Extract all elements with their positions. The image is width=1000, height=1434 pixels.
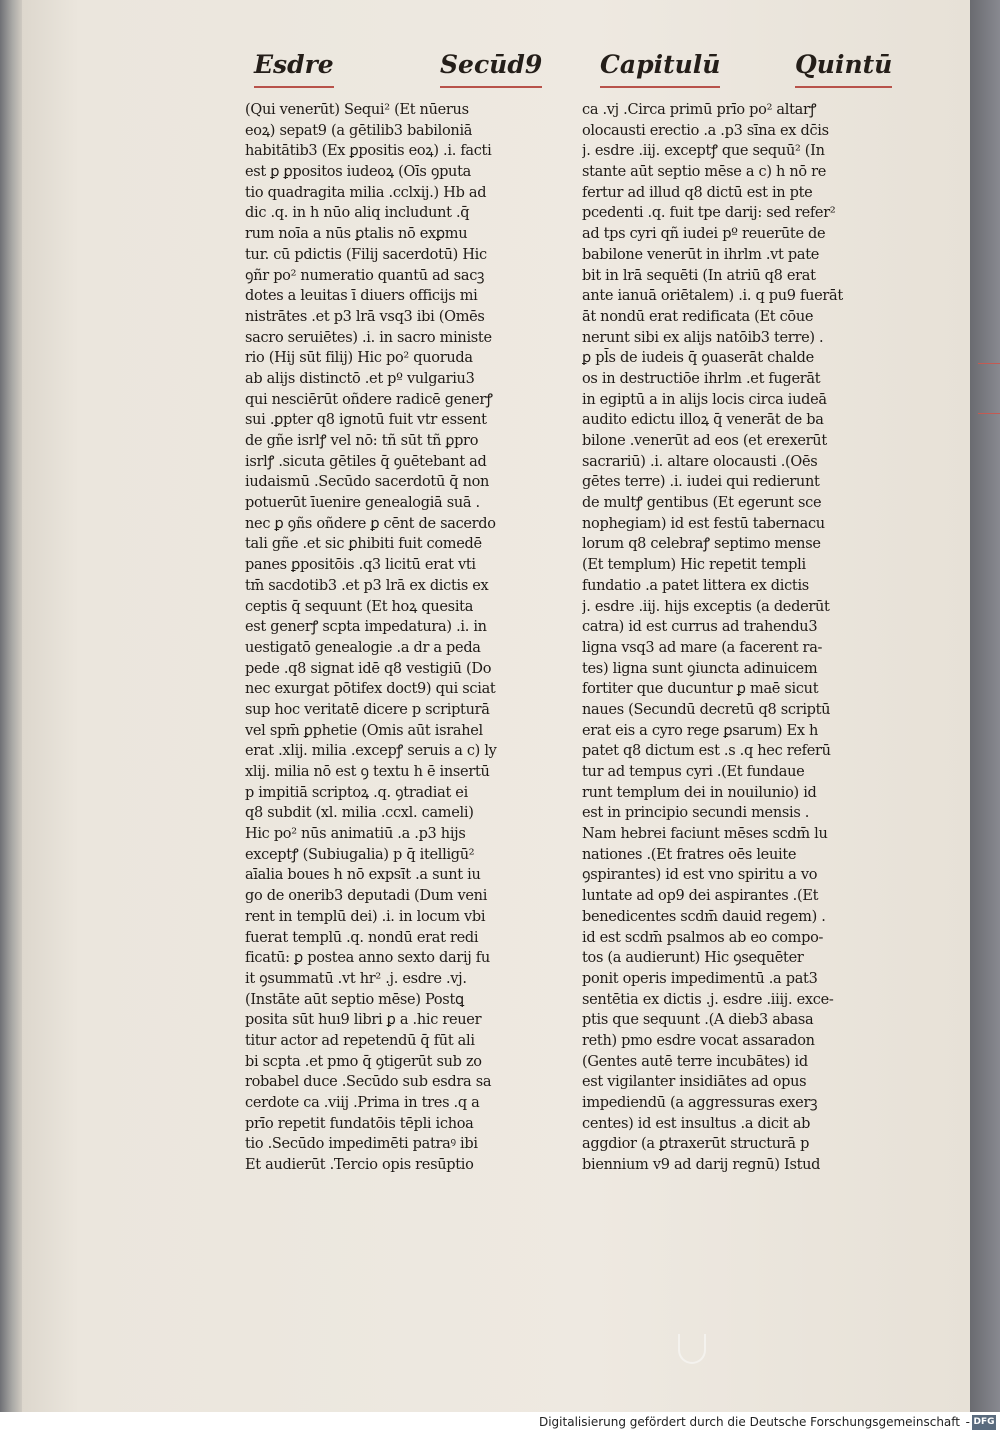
text-line: ꝑ pl̄s de iudeis q̄ ꝯuaserāt chalde (582, 350, 814, 367)
text-line: isrlꝭ .sicuta gētiles q̄ ꝯuētebant ad (245, 453, 487, 470)
text-line: fortiter que ducuntur ꝑ maē sicut (582, 681, 819, 698)
margin-rubric-mark (978, 363, 1000, 364)
text-line: q8 subdit (xl. milia .ccxl. cameli) (245, 805, 474, 822)
text-line: reth) pmo esdre vocat assaradon (582, 1032, 815, 1049)
credit-separator: - (965, 1415, 970, 1429)
running-head-chapter-label: Capitulū (600, 48, 720, 88)
text-line: olocausti erectio .a .p3 sīna ex dc̄is (582, 122, 829, 139)
text-line: luntate ad op9 dei aspirantes .(Et (582, 888, 819, 905)
text-line: sacro seruiētes) .i. in sacro ministe (245, 329, 492, 346)
text-line: ligna vsq3 ad mare (a facerent ra- (582, 639, 823, 656)
text-line: sentētia ex dictis .j. esdre .iiij. exce- (582, 991, 834, 1008)
text-line: rent in templū dei) .i. in locum vbi (245, 908, 486, 925)
text-line: erat .xlij. milia .excepꝭ seruis a c) ly (245, 743, 497, 760)
text-column-left (245, 100, 537, 1176)
text-line: rum noīa a nūs ꝑtalis nō exꝑmu (245, 226, 468, 243)
text-line: id est scdm̄ psalmos ab eo compo- (582, 929, 824, 946)
text-line: est in principio secundi mensis . (582, 805, 810, 822)
text-line: bi scpta .et pmo q̄ ꝯtigerūt sub zo (245, 1053, 482, 1070)
text-line: ficatū: ꝑ postea anno sexto darij fu (245, 950, 490, 967)
text-line: Nam hebrei faciunt mēses scdm̄ lu (582, 826, 828, 843)
text-line: ceptis q̄ sequunt (Et hoꝝ quesita (245, 598, 474, 615)
text-line: fertur ad illud q8 dictū est in pte (582, 184, 813, 201)
text-line: catra) id est currus ad trahendu3 (582, 619, 818, 636)
text-line: (Et templum) Hic repetit templi (582, 557, 806, 574)
text-line: qui nesciērūt oñdere radicē generꝭ (245, 391, 493, 408)
text-line: nistrātes .et p3 lrā vsq3 ibi (Omēs (245, 308, 485, 325)
text-line: titur actor ad repetendū q̄ fūt ali (245, 1032, 475, 1049)
text-line: robabel duce .Secūdo sub esdra sa (245, 1074, 492, 1091)
running-head-part: Secūd9 (440, 48, 542, 88)
text-line: tm̄ sacdotib3 .et p3 lrā ex dictis ex (245, 577, 489, 594)
text-line: sup hoc veritatē dicere p scripturā (245, 701, 490, 718)
text-line: centes) id est insultus .a dicit ab (582, 1115, 811, 1132)
text-line: cerdote ca .viij .Prima in tres .q a (245, 1095, 480, 1111)
text-line: (Instāte aūt septio mēse) Postꝗ (245, 991, 464, 1008)
text-line: nec exurgat pōtifex doct9) qui sciat (245, 681, 496, 698)
text-line: xlij. milia nō est ꝯ textu h ē insertū (245, 764, 490, 780)
text-line: ante ianuā oriētalem) .i. q pu9 fuerāt (582, 288, 843, 305)
text-line: biennium v9 ad darij regnū) Istud (582, 1157, 821, 1174)
text-line: bilone .venerūt ad eos (et erexerūt (582, 433, 827, 449)
text-line: j. esdre .iij. hijs exceptis (a dederūt (582, 598, 830, 615)
text-line: posita sūt huı9 libri ꝑ a .hic reuer (245, 1012, 482, 1029)
text-line: tur. cū pdictis (Filij sacerdotū) Hic (245, 246, 487, 263)
text-line: prīo repetit fundatōis tēpli ichoa (245, 1115, 474, 1132)
text-line: dotes a leuitas ī diuers officijs mi (245, 288, 478, 305)
text-line: bit in lrā sequēti (In atriū q8 erat (582, 267, 816, 284)
text-line: it ꝯsummatū .vt hr² .j. esdre .vj. (245, 970, 467, 987)
page-gutter-edge (970, 0, 1000, 1412)
text-column-right (582, 100, 874, 1176)
text-line: aīalia boues h nō expsīt .a sunt iu (245, 867, 481, 884)
text-line: rio (Hij sūt filij) Hic po² quoruda (245, 350, 473, 367)
text-line: est vigilanter insidiātes ad opus (582, 1074, 807, 1091)
text-line: babilone venerūt in ihrlm .vt pate (582, 246, 820, 263)
text-line: go de onerib3 deputadi (Dum veni (245, 888, 488, 905)
text-line: exceptꝭ (Subiugalia) p q̄ itelligū² (245, 846, 475, 863)
text-line: dic .q. in h nūo aliq includunt .q̄ (245, 205, 470, 222)
text-line: patet q8 dictum est .s .q hec referū (582, 743, 831, 760)
text-line: ptis que sequunt .(A dieb3 abasa (582, 1012, 814, 1029)
margin-rubric-mark (978, 413, 1000, 414)
text-line: (Gentes autē terre incubātes) id (582, 1053, 808, 1070)
text-line: j. esdre .iij. exceptꝭ que sequū² (In (582, 143, 825, 160)
text-line: ab alijs distinctō .et pº vulgariu3 (245, 370, 475, 387)
text-line: nec ꝑ ꝯñs oñdere ꝑ cēnt de sacerdo (245, 515, 496, 532)
text-line: āt nondū erat redificata (Et cōue (582, 308, 814, 325)
text-line: panes ꝑpositōis .q3 licitū erat vti (245, 557, 476, 574)
credit-bar (0, 1412, 1000, 1434)
text-line: tio .Secūdo impedimēti patraꝰ ibi (245, 1136, 478, 1153)
text-line: Et audierūt .Tercio opis resūptio (245, 1157, 474, 1174)
text-line: habitātib3 (Ex ꝑpositis eoꝝ) .i. facti (245, 143, 492, 160)
text-line: Hic po² nūs animatiū .a .p3 hijs (245, 826, 466, 843)
text-line: eoꝝ) sepat9 (a gētilib3 babiloniā (245, 122, 473, 139)
text-line: ponit operis impedimentū .a pat3 (582, 970, 818, 987)
text-line: tur ad tempus cyri .(Et fundaue (582, 764, 805, 780)
text-line: tio quadragita milia .cclxij.) Hb ad (245, 184, 487, 201)
running-head-chapter-number: Quintū (795, 48, 892, 88)
text-line: est generꝭ scpta impedatura) .i. in (245, 619, 487, 636)
text-line: benedicentes scdm̄ dauid regem) . (582, 908, 826, 925)
text-line: pede .q8 signat idē q8 vestigiū (Do (245, 660, 492, 677)
text-line: gētes terre) .i. iudei qui redierunt (582, 474, 820, 491)
book-fore-edge (0, 0, 22, 1412)
text-line: stante aūt septio mēse a c) h nō re (582, 164, 827, 181)
text-line: nerunt sibi ex alijs natōib3 terre) . (582, 329, 824, 346)
text-line: pcedenti .q. fuit tpe darij: sed refer² (582, 205, 836, 222)
text-line: uestigatō genealogie .a dr a peda (245, 639, 481, 656)
text-line: potuerūt īuenire genealogiā suā . (245, 495, 480, 512)
text-line: aggdior (a ꝑtraxerūt structurā p (582, 1136, 810, 1153)
text-line: ad tps cyri qñ iudei pº reuerūte de (582, 226, 826, 243)
bookmark-string (678, 1334, 706, 1364)
text-line: in egiptū a in alijs locis circa iudeā (582, 391, 827, 408)
text-line: nophegiam) id est festū tabernacu (582, 515, 825, 532)
text-line: vel spm̄ ꝑphetie (Omis aūt israhel (245, 722, 483, 739)
text-line: fundatio .a patet littera ex dictis (582, 577, 809, 594)
text-line: ꝯspirantes) id est vno spiritu a vo (582, 867, 818, 884)
text-line: impediendū (a aggressuras exerꝫ (582, 1095, 818, 1111)
text-line: erat eis a cyro rege ꝑsarum) Ex h (582, 722, 819, 739)
text-line: nationes .(Et fratres oēs leuite (582, 846, 797, 863)
text-line: (Qui venerūt) Sequi² (Et nūerus (245, 102, 469, 118)
text-line: tos (a audierunt) Hic ꝯsequēter (582, 950, 804, 967)
text-line: p impitiā scriptoꝝ .q. ꝯtradiat ei (245, 784, 468, 801)
text-line: ca .vj .Circa primū prīo po² altarꝭ (582, 102, 817, 118)
text-line: audito edictu illoꝝ q̄ venerāt de ba (582, 412, 824, 429)
text-line: sui .ꝑpter q8 ignotū fuit vtr essent (245, 412, 487, 429)
dfg-logo[interactable]: DFG (972, 1415, 996, 1430)
text-line: naues (Secundū decretū q8 scriptū (582, 701, 831, 718)
text-line: iudaismū .Secūdo sacerdotū q̄ non (245, 474, 490, 491)
text-line: est ꝑ ꝑpositos iudeoꝝ (Oīs ꝯputa (245, 164, 471, 181)
text-line: os in destructiōe ihrlm .et fugerāt (582, 370, 821, 387)
text-line: runt templum dei in nouilunio) id (582, 784, 817, 801)
text-line: tes) ligna sunt ꝯiuncta adinuicem (582, 660, 818, 677)
text-line: tali gñe .et sic ꝑhibiti fuit comedē (245, 536, 482, 553)
funding-credit: Digitalisierung gefördert durch die Deutsche Forschungsgemeinschaft (538, 1415, 960, 1429)
text-line: lorum q8 celebraꝭ septimo mense (582, 536, 821, 553)
text-line: de multꝭ gentibus (Et egerunt sce (582, 495, 822, 512)
text-line: sacrariū) .i. altare olocausti .(Oēs (582, 453, 818, 470)
text-line: ꝯñr po² numeratio quantū ad sacꝫ (245, 267, 485, 284)
text-line: fuerat templū .q. nondū erat redi (245, 929, 479, 946)
text-line: de gñe isrlꝭ vel nō: tñ sūt tñ ꝑpro (245, 433, 479, 449)
running-head-book: Esdre (254, 48, 334, 88)
